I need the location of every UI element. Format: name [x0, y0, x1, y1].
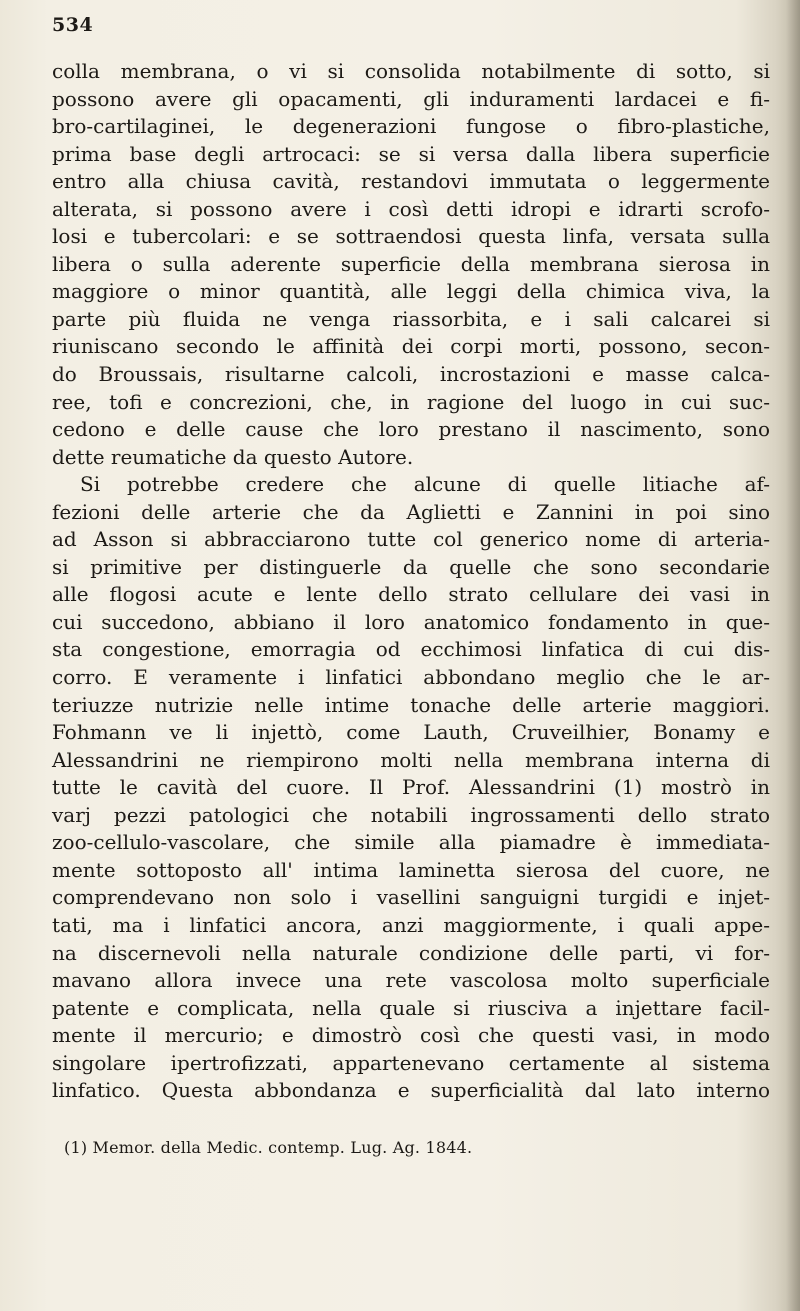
- text-line: mavano allora invece una rete vascolosa molto superficiale: [52, 968, 770, 993]
- text-line: Si potrebbe credere che alcune di quelle litiache af-: [80, 472, 770, 497]
- text-line: sta congestione, emorragia od ecchimosi linfatica di cui dis-: [52, 637, 770, 662]
- text-line: zoo-cellulo-vascolare, che simile alla piamadre è immediata-: [52, 830, 770, 855]
- text-line: parte più fluida ne venga riassorbita, e i sali calcarei si: [52, 306, 770, 331]
- text-line: na discernevoli nella naturale condizione delle parti, vi for-: [52, 940, 770, 965]
- text-line: prima base degli artrocaci: se si versa dalla libera superficie: [52, 141, 770, 166]
- text-line: cedono e delle cause che loro prestano il nascimento, sono: [52, 417, 770, 442]
- text-line: comprendevano non solo i vasellini sanguigni turgidi e injet-: [52, 885, 770, 910]
- text-line: singolare ipertrofizzati, appartenevano certamente al sistema: [52, 1050, 770, 1075]
- footnote: (1) Memor. della Medic. contemp. Lug. Ag. 1844.: [64, 1138, 473, 1157]
- text-line: ad Asson si abbracciarono tutte col generico nome di arteria-: [52, 527, 770, 552]
- text-line: teriuzze nutrizie nelle intime tonache delle arterie maggiori.: [52, 692, 770, 717]
- text-line: losi e tubercolari: e se sottraendosi questa linfa, versata sulla: [52, 224, 770, 249]
- text-line: bro-cartilaginei, le degenerazioni fungose o fibro-plastiche,: [52, 114, 770, 139]
- page-edge-shadow: [786, 0, 800, 1311]
- text-line: alterata, si possono avere i così detti idropi e idrarti scrofo-: [52, 196, 770, 221]
- text-line: linfatico. Questa abbondanza e superficialità dal lato interno: [52, 1078, 770, 1103]
- text-line: mente il mercurio; e dimostrò così che questi vasi, in modo: [52, 1023, 770, 1048]
- text-line: do Broussais, risultarne calcoli, incrostazioni e masse calca-: [52, 362, 770, 387]
- text-line: patente e complicata, nella quale si riusciva a injettare facil-: [52, 995, 770, 1020]
- text-line: alle flogosi acute e lente dello strato cellulare dei vasi in: [52, 582, 770, 607]
- text-line: si primitive per distinguerle da quelle che sono secondarie: [52, 554, 770, 579]
- text-line: corro. E veramente i linfatici abbondano meglio che le ar-: [52, 665, 770, 690]
- text-line: maggiore o minor quantità, alle leggi della chimica viva, la: [52, 279, 770, 304]
- text-line: cui succedono, abbiano il loro anatomico fondamento in que-: [52, 609, 770, 634]
- text-line: mente sottoposto all' intima laminetta sierosa del cuore, ne: [52, 857, 770, 882]
- text-line: Alessandrini ne riempirono molti nella membrana interna di: [52, 747, 770, 772]
- text-line: entro alla chiusa cavità, restandovi immutata o leggermente: [52, 169, 770, 194]
- text-line: riuniscano secondo le affinità dei corpi morti, possono, secon-: [52, 334, 770, 359]
- text-line: tutte le cavità del cuore. Il Prof. Alessandrini (1) mostrò in: [52, 775, 770, 800]
- text-line: libera o sulla aderente superficie della membrana sierosa in: [52, 251, 770, 276]
- text-line: Fohmann ve li injettò, come Lauth, Cruveilhier, Bonamy e: [52, 720, 770, 745]
- text-line: tati, ma i linfatici ancora, anzi maggiormente, i quali appe-: [52, 912, 770, 937]
- text-line: colla membrana, o vi si consolida notabilmente di sotto, si: [52, 59, 770, 83]
- page-number: 534: [52, 14, 94, 36]
- text-line: possono avere gli opacamenti, gli induramenti lardacei e fi-: [52, 86, 770, 111]
- text-line: fezioni delle arterie che da Aglietti e Zannini in poi sino: [52, 499, 770, 524]
- body-text: [52, 58, 770, 1105]
- text-line: varj pezzi patologici che notabili ingrossamenti dello strato: [52, 802, 770, 827]
- text-line: dette reumatiche da questo Autore.: [52, 444, 414, 469]
- text-line: ree, tofi e concrezioni, che, in ragione del luogo in cui suc-: [52, 389, 770, 414]
